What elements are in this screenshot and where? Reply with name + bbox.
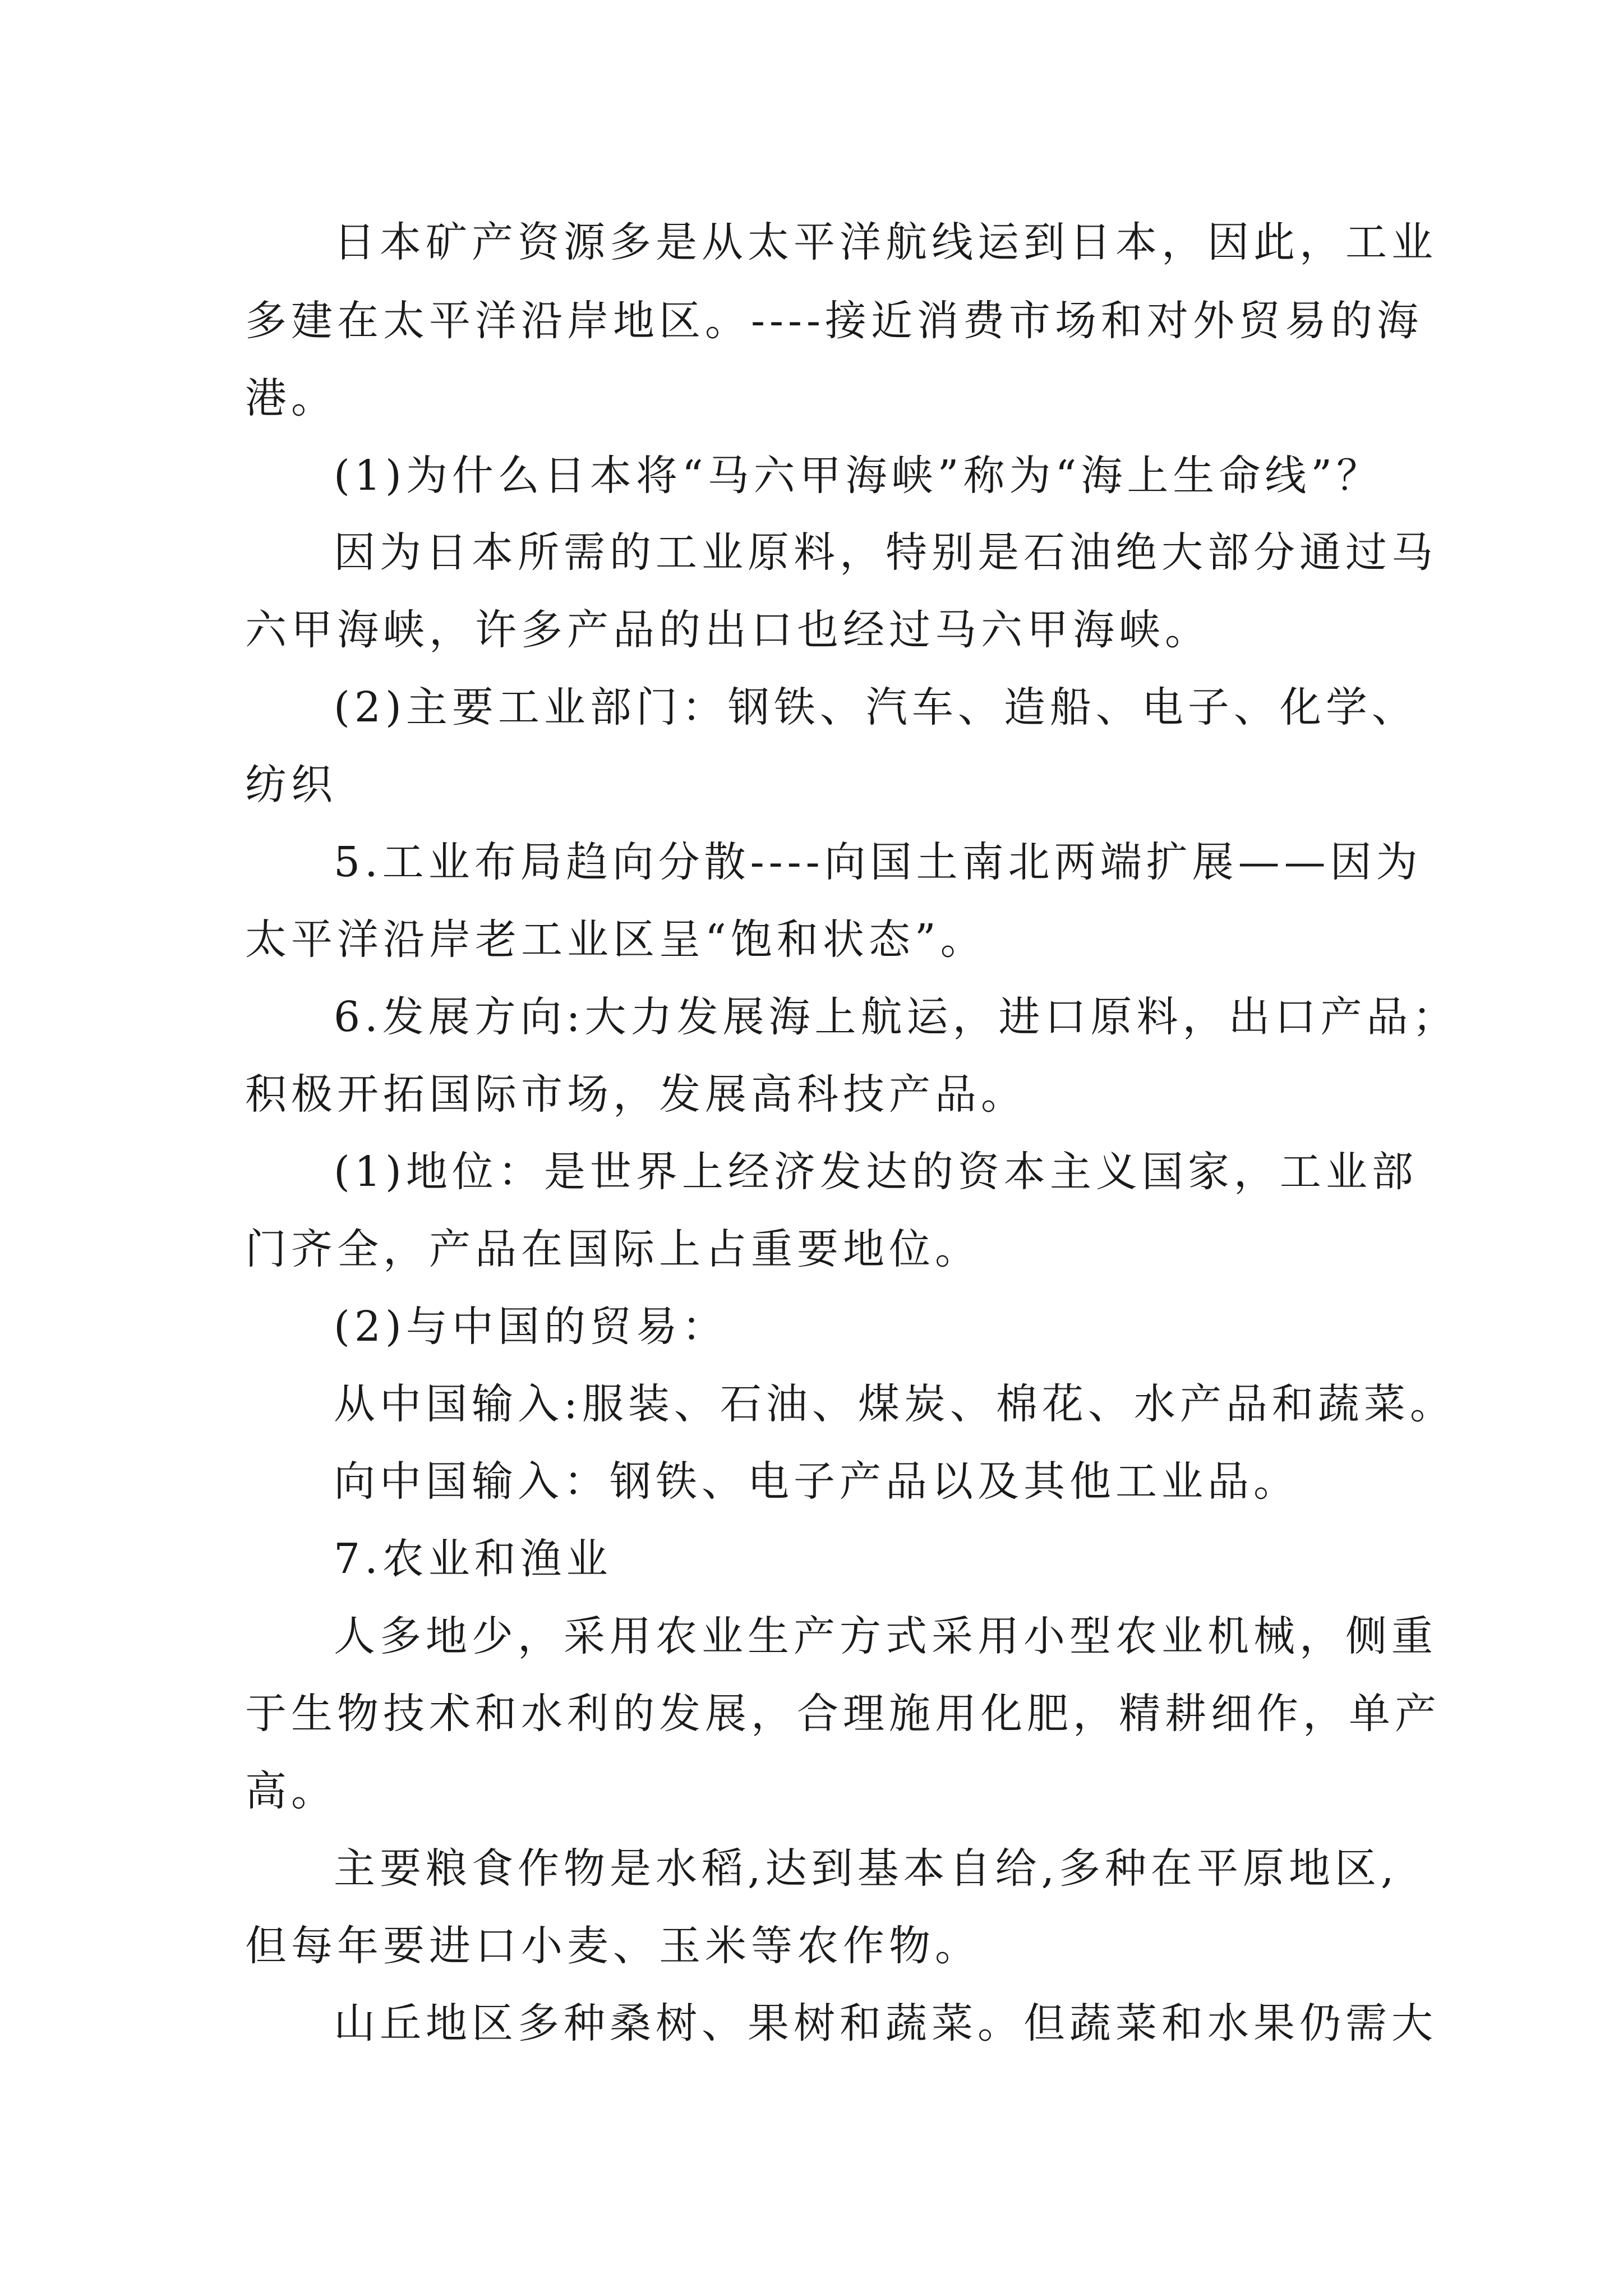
text-line: (2)主要工业部门：钢铁、汽车、造船、电子、化学、: [334, 683, 1418, 731]
text-line: 主要粮食作物是水稻,达到基本自给,多种在平原地区,: [334, 1844, 1399, 1893]
text-line: 从中国输入:服装、石油、煤炭、棉花、水产品和蔬菜。: [334, 1380, 1456, 1428]
text-line: 因为日本所需的工业原料，特别是石油绝大部分通过马: [334, 528, 1437, 577]
text-line: 门齐全，产品在国际上占重要地位。: [245, 1225, 981, 1273]
text-line: (2)与中国的贸易：: [334, 1303, 728, 1351]
text-line: 六甲海峡，许多产品的出口也经过马六甲海峡。: [245, 606, 1211, 654]
text-line: 积极开拓国际市场，发展高科技产品。: [245, 1070, 1027, 1119]
text-line: 港。: [245, 374, 337, 422]
text-line: 向中国输入：钢铁、电子产品以及其他工业品。: [334, 1457, 1299, 1506]
text-line: 5.工业布局趋向分散----向国土南北两端扩展——因为: [334, 838, 1422, 886]
text-line: 人多地少，采用农业生产方式采用小型农业机械，侧重: [334, 1612, 1437, 1660]
text-line: 多建在太平洋沿岸地区。----接近消费市场和对外贸易的海: [245, 297, 1423, 345]
text-line: 山丘地区多种桑树、果树和蔬菜。但蔬菜和水果仍需大: [334, 1999, 1437, 2047]
text-line: 7.农业和渔业: [334, 1535, 612, 1583]
text-line: 太平洋沿岸老工业区呈“饱和状态”。: [245, 915, 986, 964]
text-line: 日本矿产资源多是从太平洋航线运到日本，因此，工业: [334, 218, 1437, 266]
text-line: (1)为什么日本将“马六甲海峡”称为“海上生命线”？: [334, 452, 1383, 500]
text-line: 纺织: [245, 761, 337, 809]
text-line: 高。: [245, 1767, 337, 1815]
text-line: 6.发展方向:大力发展海上航运，进口原料，出口产品；: [334, 993, 1459, 1041]
text-line: (1)地位：是世界上经济发达的资本主义国家，工业部: [334, 1148, 1418, 1196]
text-line: 但每年要进口小麦、玉米等农作物。: [245, 1922, 981, 1970]
text-line: 于生物技术和水利的发展，合理施用化肥，精耕细作，单产: [245, 1690, 1441, 1738]
